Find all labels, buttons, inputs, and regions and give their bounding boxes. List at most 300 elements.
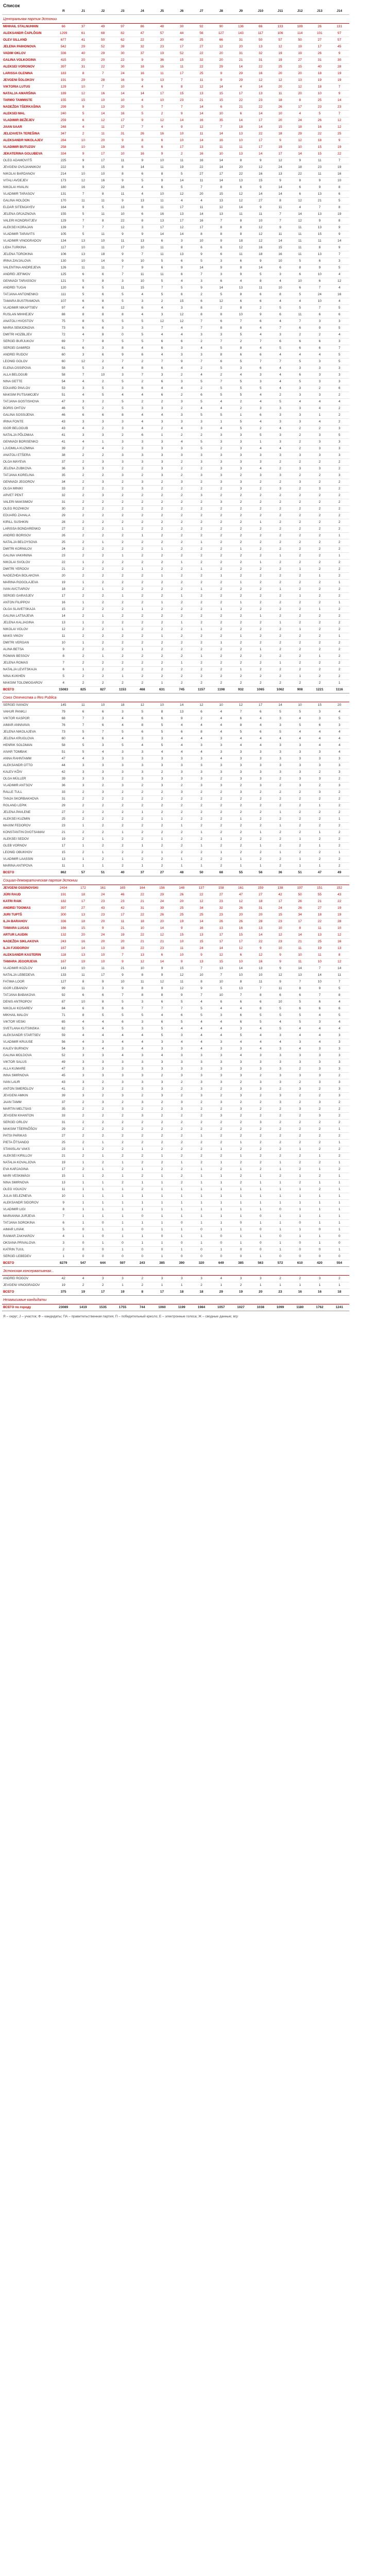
vote-cell: 2: [310, 836, 329, 843]
vote-cell: 2: [310, 1173, 329, 1180]
vote-cell: 2: [211, 1126, 231, 1133]
vote-cell: 7: [73, 372, 93, 379]
vote-cell: 5: [330, 305, 349, 312]
vote-cell: 4: [310, 399, 329, 405]
candidate-name: SERGEI ORLOV: [2, 1120, 54, 1126]
vote-cell: 15: [172, 298, 192, 305]
vote-cell: 4: [211, 399, 231, 405]
vote-cell: 3: [113, 426, 132, 432]
vote-cell: 3: [211, 783, 231, 789]
vote-cell: 2: [113, 546, 132, 553]
candidate-name: VLADIMIR LAASSIN: [2, 856, 54, 863]
vote-cell: 2: [251, 506, 271, 513]
vote-cell: 9: [251, 312, 271, 318]
vote-cell: 48: [172, 870, 192, 876]
vote-cell: 4: [152, 385, 172, 392]
candidate-name[interactable]: ALEKSEI MAL: [2, 111, 54, 117]
vote-cell: 1: [271, 1187, 290, 1193]
vote-cell: 7: [251, 986, 271, 992]
vote-cell: 2: [330, 823, 349, 829]
vote-cell: 3: [192, 1059, 211, 1066]
vote-cell: 3: [231, 1093, 250, 1099]
vote-cell: 2: [290, 809, 310, 816]
vote-cell: 2: [330, 606, 349, 613]
vote-cell: 2: [231, 513, 250, 519]
vote-cell: 2: [271, 1146, 290, 1153]
candidate-row: [2, 258, 369, 265]
vote-cell: 2: [251, 1160, 271, 1166]
vote-cell: 1984: [192, 1304, 211, 1311]
candidate-name: ELDAR SITEMJAYEV: [2, 205, 54, 211]
vote-cell: 0: [211, 1233, 231, 1240]
vote-cell: 4: [152, 332, 172, 338]
vote-cell: 3: [211, 1039, 231, 1046]
vote-cell: 1198: [211, 687, 231, 693]
vote-cell: 11: [132, 979, 152, 986]
candidate-row: [2, 1012, 369, 1019]
candidate-row: [2, 312, 369, 318]
vote-cell: 2: [152, 613, 172, 620]
vote-cell: 5: [93, 1012, 113, 1019]
vote-cell: 4: [330, 999, 349, 1006]
candidate-name[interactable]: MIHHAIL STALNUHHIN: [2, 24, 54, 30]
vote-cell: 30: [113, 50, 132, 57]
candidate-row: [2, 1093, 369, 1099]
vote-cell: 7: [54, 660, 73, 667]
vote-cell: 2: [211, 789, 231, 796]
vote-cell: 9: [192, 285, 211, 292]
candidate-name: NIKOLAI HVALIN: [2, 184, 54, 191]
candidate-row: [2, 1046, 369, 1053]
vote-cell: 16: [93, 178, 113, 184]
vote-cell: 5: [192, 258, 211, 265]
vote-cell: 25: [330, 131, 349, 138]
vote-cell: 649: [211, 1260, 231, 1267]
vote-cell: 2: [172, 829, 192, 836]
vote-cell: 4: [231, 1039, 250, 1046]
vote-cell: 4: [231, 84, 250, 91]
vote-cell: 1: [192, 1173, 211, 1180]
header-col: J3: [113, 8, 132, 15]
vote-cell: 5: [271, 1006, 290, 1012]
vote-cell: 3: [330, 1039, 349, 1046]
vote-cell: 1: [73, 600, 93, 606]
vote-cell: 2: [93, 660, 113, 667]
vote-cell: 10: [93, 952, 113, 959]
vote-cell: 2: [172, 1180, 192, 1187]
vote-cell: 2: [231, 809, 250, 816]
candidate-name: LEONID GOLOV: [2, 359, 54, 365]
vote-cell: 2: [93, 843, 113, 850]
vote-cell: 5: [330, 716, 349, 722]
candidate-name: JELENA PAVLENE: [2, 809, 54, 816]
results-page: [2, 0, 369, 1329]
vote-cell: 42: [54, 1276, 73, 1282]
vote-cell: 2: [310, 459, 329, 466]
candidate-name: TATJANA ANTONENKO: [2, 292, 54, 298]
vote-cell: 20: [54, 573, 73, 580]
vote-cell: 2: [330, 1113, 349, 1120]
vote-cell: 156: [152, 885, 172, 892]
vote-cell: 2: [192, 823, 211, 829]
vote-cell: 1: [192, 1240, 211, 1247]
vote-cell: 2: [211, 673, 231, 680]
vote-cell: 10: [113, 979, 132, 986]
vote-cell: 2: [93, 499, 113, 506]
candidate-name: TANJA SKORBAKHOVA: [2, 796, 54, 803]
vote-cell: 2: [231, 506, 250, 513]
vote-cell: 0: [152, 1247, 172, 1253]
candidate-row: [2, 1220, 369, 1227]
vote-cell: 20: [93, 919, 113, 925]
vote-cell: 18: [93, 251, 113, 258]
vote-cell: 3: [172, 419, 192, 426]
vote-cell: 11: [152, 164, 172, 171]
vote-cell: 11: [152, 205, 172, 211]
candidate-name[interactable]: ARTUR LAUDIN: [2, 932, 54, 939]
vote-cell: 2: [310, 620, 329, 626]
vote-cell: 4: [152, 749, 172, 756]
vote-cell: 1116: [330, 687, 349, 693]
vote-cell: 1: [231, 1227, 250, 1233]
vote-cell: 1: [113, 1247, 132, 1253]
vote-cell: 3: [251, 1086, 271, 1093]
vote-cell: 2: [172, 539, 192, 546]
vote-cell: 2: [290, 506, 310, 513]
vote-cell: 5: [113, 298, 132, 305]
vote-cell: 2: [290, 803, 310, 809]
vote-cell: 2: [330, 660, 349, 667]
vote-cell: 8: [54, 1207, 73, 1213]
vote-cell: 2: [113, 506, 132, 513]
candidate-name[interactable]: JEVGENI ŠOLOKOV: [2, 77, 54, 84]
vote-cell: 3: [172, 452, 192, 459]
vote-cell: 11: [152, 198, 172, 205]
vote-cell: 14: [251, 932, 271, 939]
candidate-name[interactable]: VIKTORIA LUTUS: [2, 84, 54, 91]
vote-cell: 15: [172, 57, 192, 64]
vote-cell: 3: [132, 325, 152, 332]
vote-cell: 14: [192, 138, 211, 144]
vote-cell: 644: [93, 1260, 113, 1267]
vote-cell: 248: [54, 124, 73, 131]
vote-cell: 1: [271, 809, 290, 816]
candidate-name[interactable]: JELIZAVETA TEREŠINA: [2, 131, 54, 138]
vote-cell: 3: [93, 776, 113, 783]
vote-cell: 1: [330, 1173, 349, 1180]
vote-cell: 82: [113, 30, 132, 37]
vote-cell: 10: [271, 111, 290, 117]
vote-cell: 3: [172, 762, 192, 769]
candidate-name[interactable]: NADEŽDA SIKLAKOVA: [2, 939, 54, 945]
vote-cell: 3: [290, 756, 310, 762]
candidate-row: [2, 843, 369, 850]
candidate-name[interactable]: JELENA PAIHONOVA: [2, 44, 54, 50]
vote-cell: 16: [73, 184, 93, 191]
vote-cell: 3: [330, 1053, 349, 1059]
vote-cell: 19: [93, 144, 113, 151]
vote-cell: 3: [113, 769, 132, 776]
vote-cell: 1: [251, 1180, 271, 1187]
vote-cell: 37: [73, 24, 93, 30]
candidate-row: [2, 613, 369, 620]
vote-cell: 2: [172, 580, 192, 586]
candidate-name[interactable]: TAMARA JEGORJEVA: [2, 959, 54, 965]
vote-cell: 12: [290, 84, 310, 91]
vote-cell: 5: [251, 1012, 271, 1019]
candidate-name: TAMARA BUSTRAMOVA: [2, 298, 54, 305]
candidate-name[interactable]: TARMO TAMMISTE: [2, 97, 54, 104]
vote-cell: 8: [192, 312, 211, 318]
vote-cell: 3: [172, 1053, 192, 1059]
vote-cell: 2: [113, 466, 132, 472]
vote-cell: 1: [310, 1193, 329, 1200]
vote-cell: 3: [251, 379, 271, 385]
vote-cell: 2: [310, 539, 329, 546]
vote-cell: 5: [73, 231, 93, 238]
vote-cell: 5: [192, 399, 211, 405]
candidate-name: ANTON FILIPPOV: [2, 600, 54, 606]
candidate-name[interactable]: JEVGENI OSSINOVSKI: [2, 885, 54, 892]
vote-cell: 3: [330, 426, 349, 432]
vote-cell: 2: [73, 1086, 93, 1093]
candidate-name[interactable]: ALEKSANDR NIKOLAJEV: [2, 138, 54, 144]
vote-cell: 2: [310, 526, 329, 533]
vote-cell: 20: [251, 1289, 271, 1296]
vote-cell: 7: [330, 158, 349, 164]
candidate-name[interactable]: VLADIMIR BEŽEJEV: [2, 117, 54, 124]
vote-cell: 6: [152, 184, 172, 191]
vote-cell: 57: [152, 30, 172, 37]
vote-cell: 29: [73, 77, 93, 84]
vote-cell: 572: [271, 1260, 290, 1267]
vote-cell: 6: [73, 412, 93, 419]
vote-cell: 2: [73, 606, 93, 613]
candidate-name[interactable]: JURI TUPTŠ: [2, 912, 54, 919]
vote-cell: 22: [192, 64, 211, 71]
vote-cell: 7: [310, 205, 329, 211]
vote-cell: 9: [330, 231, 349, 238]
candidate-row: [2, 640, 369, 647]
vote-cell: 2: [172, 1120, 192, 1126]
candidate-name[interactable]: ALEKSANDR KASTERIN: [2, 952, 54, 959]
vote-cell: 3: [132, 1059, 152, 1066]
candidate-name[interactable]: NADEŽDA TŠERKAŠINA: [2, 104, 54, 111]
vote-cell: 5: [113, 999, 132, 1006]
vote-cell: 10: [113, 84, 132, 91]
vote-cell: 2: [290, 499, 310, 506]
vote-cell: 1: [192, 829, 211, 836]
vote-cell: 2: [152, 566, 172, 573]
vote-cell: 4: [330, 1019, 349, 1026]
candidate-name[interactable]: ALEKSEI VORONOV: [2, 64, 54, 71]
vote-cell: 12: [211, 205, 231, 211]
vote-cell: 3: [231, 749, 250, 756]
vote-cell: 8: [132, 992, 152, 999]
vote-cell: 4: [271, 426, 290, 432]
vote-cell: 2: [132, 1140, 152, 1146]
candidate-name: VIKTOR VESKI: [2, 1019, 54, 1026]
vote-cell: 2: [152, 647, 172, 653]
candidate-name[interactable]: KATRI RAIK: [2, 899, 54, 905]
vote-cell: 3: [310, 318, 329, 325]
vote-cell: 15: [310, 702, 329, 709]
vote-cell: 5: [132, 104, 152, 111]
vote-cell: 6: [231, 1019, 250, 1026]
vote-cell: 9: [73, 104, 93, 111]
vote-cell: 31: [132, 905, 152, 912]
vote-cell: 2: [290, 606, 310, 613]
candidate-name: SVETLANA KUTSINSKA: [2, 1026, 54, 1032]
candidate-row: [2, 680, 369, 687]
candidate-name[interactable]: ALEKSANDR ČAPLÕGIN: [2, 30, 54, 37]
candidate-name: LJUDMILA KUZMINA: [2, 446, 54, 452]
vote-cell: 3: [211, 499, 231, 506]
vote-cell: 2: [251, 1153, 271, 1160]
vote-cell: 2: [290, 1126, 310, 1133]
vote-cell: 4: [93, 749, 113, 756]
vote-cell: 31: [231, 50, 250, 57]
vote-cell: 2: [290, 586, 310, 593]
vote-cell: 2: [271, 479, 290, 486]
vote-cell: 4: [290, 298, 310, 305]
vote-cell: 6: [93, 722, 113, 729]
vote-cell: 3: [290, 466, 310, 472]
vote-cell: 2: [172, 519, 192, 526]
vote-cell: 19: [330, 77, 349, 84]
vote-cell: 21: [54, 566, 73, 573]
candidate-name[interactable]: ILJA FJODOROV: [2, 945, 54, 952]
vote-cell: 22: [251, 64, 271, 71]
vote-cell: 2: [93, 452, 113, 459]
vote-cell: 2: [290, 796, 310, 803]
vote-cell: 133: [54, 972, 73, 979]
vote-cell: 15: [73, 925, 93, 932]
vote-cell: 2: [132, 1276, 152, 1282]
vote-cell: 334: [54, 151, 73, 158]
vote-cell: 6: [93, 305, 113, 312]
vote-cell: 5: [192, 439, 211, 446]
vote-cell: 29: [211, 64, 231, 71]
vote-cell: 3: [290, 365, 310, 372]
vote-cell: 1: [192, 1233, 211, 1240]
vote-cell: 3: [172, 776, 192, 783]
candidate-name: OLGA MÜLLER: [2, 776, 54, 783]
vote-cell: 11: [152, 245, 172, 251]
vote-cell: 57: [73, 870, 93, 876]
vote-cell: 1: [310, 606, 329, 613]
candidate-name[interactable]: JAAN SAAR: [2, 124, 54, 131]
vote-cell: 1038: [251, 1304, 271, 1311]
vote-cell: 5: [113, 729, 132, 736]
vote-cell: 2: [211, 647, 231, 653]
vote-cell: 4: [192, 372, 211, 379]
vote-cell: 3: [290, 412, 310, 419]
vote-cell: 33: [54, 789, 73, 796]
vote-cell: 2: [211, 513, 231, 519]
vote-cell: 7: [113, 992, 132, 999]
vote-cell: 4: [251, 716, 271, 722]
vote-cell: 2: [192, 803, 211, 809]
candidate-row: [2, 580, 369, 586]
vote-cell: 3: [231, 439, 250, 446]
vote-cell: 17: [113, 912, 132, 919]
vote-cell: 2: [192, 606, 211, 613]
vote-cell: 2: [211, 856, 231, 863]
candidate-name[interactable]: JÜRI RAUD: [2, 892, 54, 899]
candidate-name: MARIA SEMJONOVA: [2, 325, 54, 332]
candidate-name[interactable]: ILJA BARAHOV: [2, 919, 54, 925]
vote-cell: 0: [271, 1233, 290, 1240]
candidate-name[interactable]: LARISSA OLENINA: [2, 71, 54, 77]
vote-cell: 4: [330, 332, 349, 338]
candidate-row: [2, 71, 369, 77]
vote-cell: 4: [172, 332, 192, 338]
vote-cell: 4: [310, 742, 329, 749]
candidate-row: [2, 533, 369, 539]
vote-cell: 1: [310, 1200, 329, 1207]
vote-cell: 130: [54, 258, 73, 265]
candidate-name[interactable]: VLADIMIR BUTUZOV: [2, 144, 54, 151]
vote-cell: 597: [113, 1260, 132, 1267]
vote-cell: 347: [54, 131, 73, 138]
vote-cell: 3: [113, 325, 132, 332]
vote-cell: 3: [211, 1073, 231, 1079]
vote-cell: 182: [54, 899, 73, 905]
vote-cell: 8: [330, 205, 349, 211]
candidate-name[interactable]: JEKATERINA GOLUBEVA: [2, 151, 54, 158]
candidate-name[interactable]: VADIM OKLOV: [2, 50, 54, 57]
candidate-name[interactable]: TAMARA LUGAS: [2, 925, 54, 932]
vote-cell: 18: [271, 97, 290, 104]
candidate-name[interactable]: GALINA VOLKOGINA: [2, 57, 54, 64]
vote-cell: 3: [93, 1053, 113, 1059]
vote-cell: 54: [54, 1046, 73, 1053]
vote-cell: 3: [310, 446, 329, 452]
vote-cell: 4: [93, 1019, 113, 1026]
candidate-name[interactable]: OLEV SILLAND: [2, 37, 54, 44]
vote-cell: 9: [271, 952, 290, 959]
vote-cell: 3: [251, 1059, 271, 1066]
vote-cell: 8: [231, 265, 250, 272]
vote-cell: 5: [310, 111, 329, 117]
vote-cell: 6: [290, 372, 310, 379]
candidate-row: [2, 1059, 369, 1066]
vote-cell: 5: [251, 432, 271, 439]
vote-cell: 2: [290, 432, 310, 439]
vote-cell: 31: [231, 37, 250, 44]
vote-cell: 2: [152, 1120, 172, 1126]
vote-cell: 13: [310, 251, 329, 258]
candidate-name[interactable]: NATALJA AMARŠINA: [2, 91, 54, 97]
vote-cell: 258: [54, 144, 73, 151]
candidate-row: [2, 606, 369, 613]
candidate-name: IGOR BELOGUB: [2, 426, 54, 432]
vote-cell: 1: [73, 1220, 93, 1227]
vote-cell: 6: [310, 338, 329, 345]
vote-cell: 2: [251, 580, 271, 586]
vote-cell: 1: [231, 412, 250, 419]
vote-cell: 20: [152, 37, 172, 44]
candidate-name[interactable]: ANDREI TOOMAS: [2, 905, 54, 912]
vote-cell: 2: [271, 600, 290, 606]
candidate-name: JEVGENI OVSJANNIKOV: [2, 164, 54, 171]
candidate-row: [2, 600, 369, 606]
vote-cell: 1: [330, 1160, 349, 1166]
vote-cell: 6: [211, 999, 231, 1006]
vote-cell: 6: [132, 171, 152, 178]
vote-cell: 1: [93, 1200, 113, 1207]
